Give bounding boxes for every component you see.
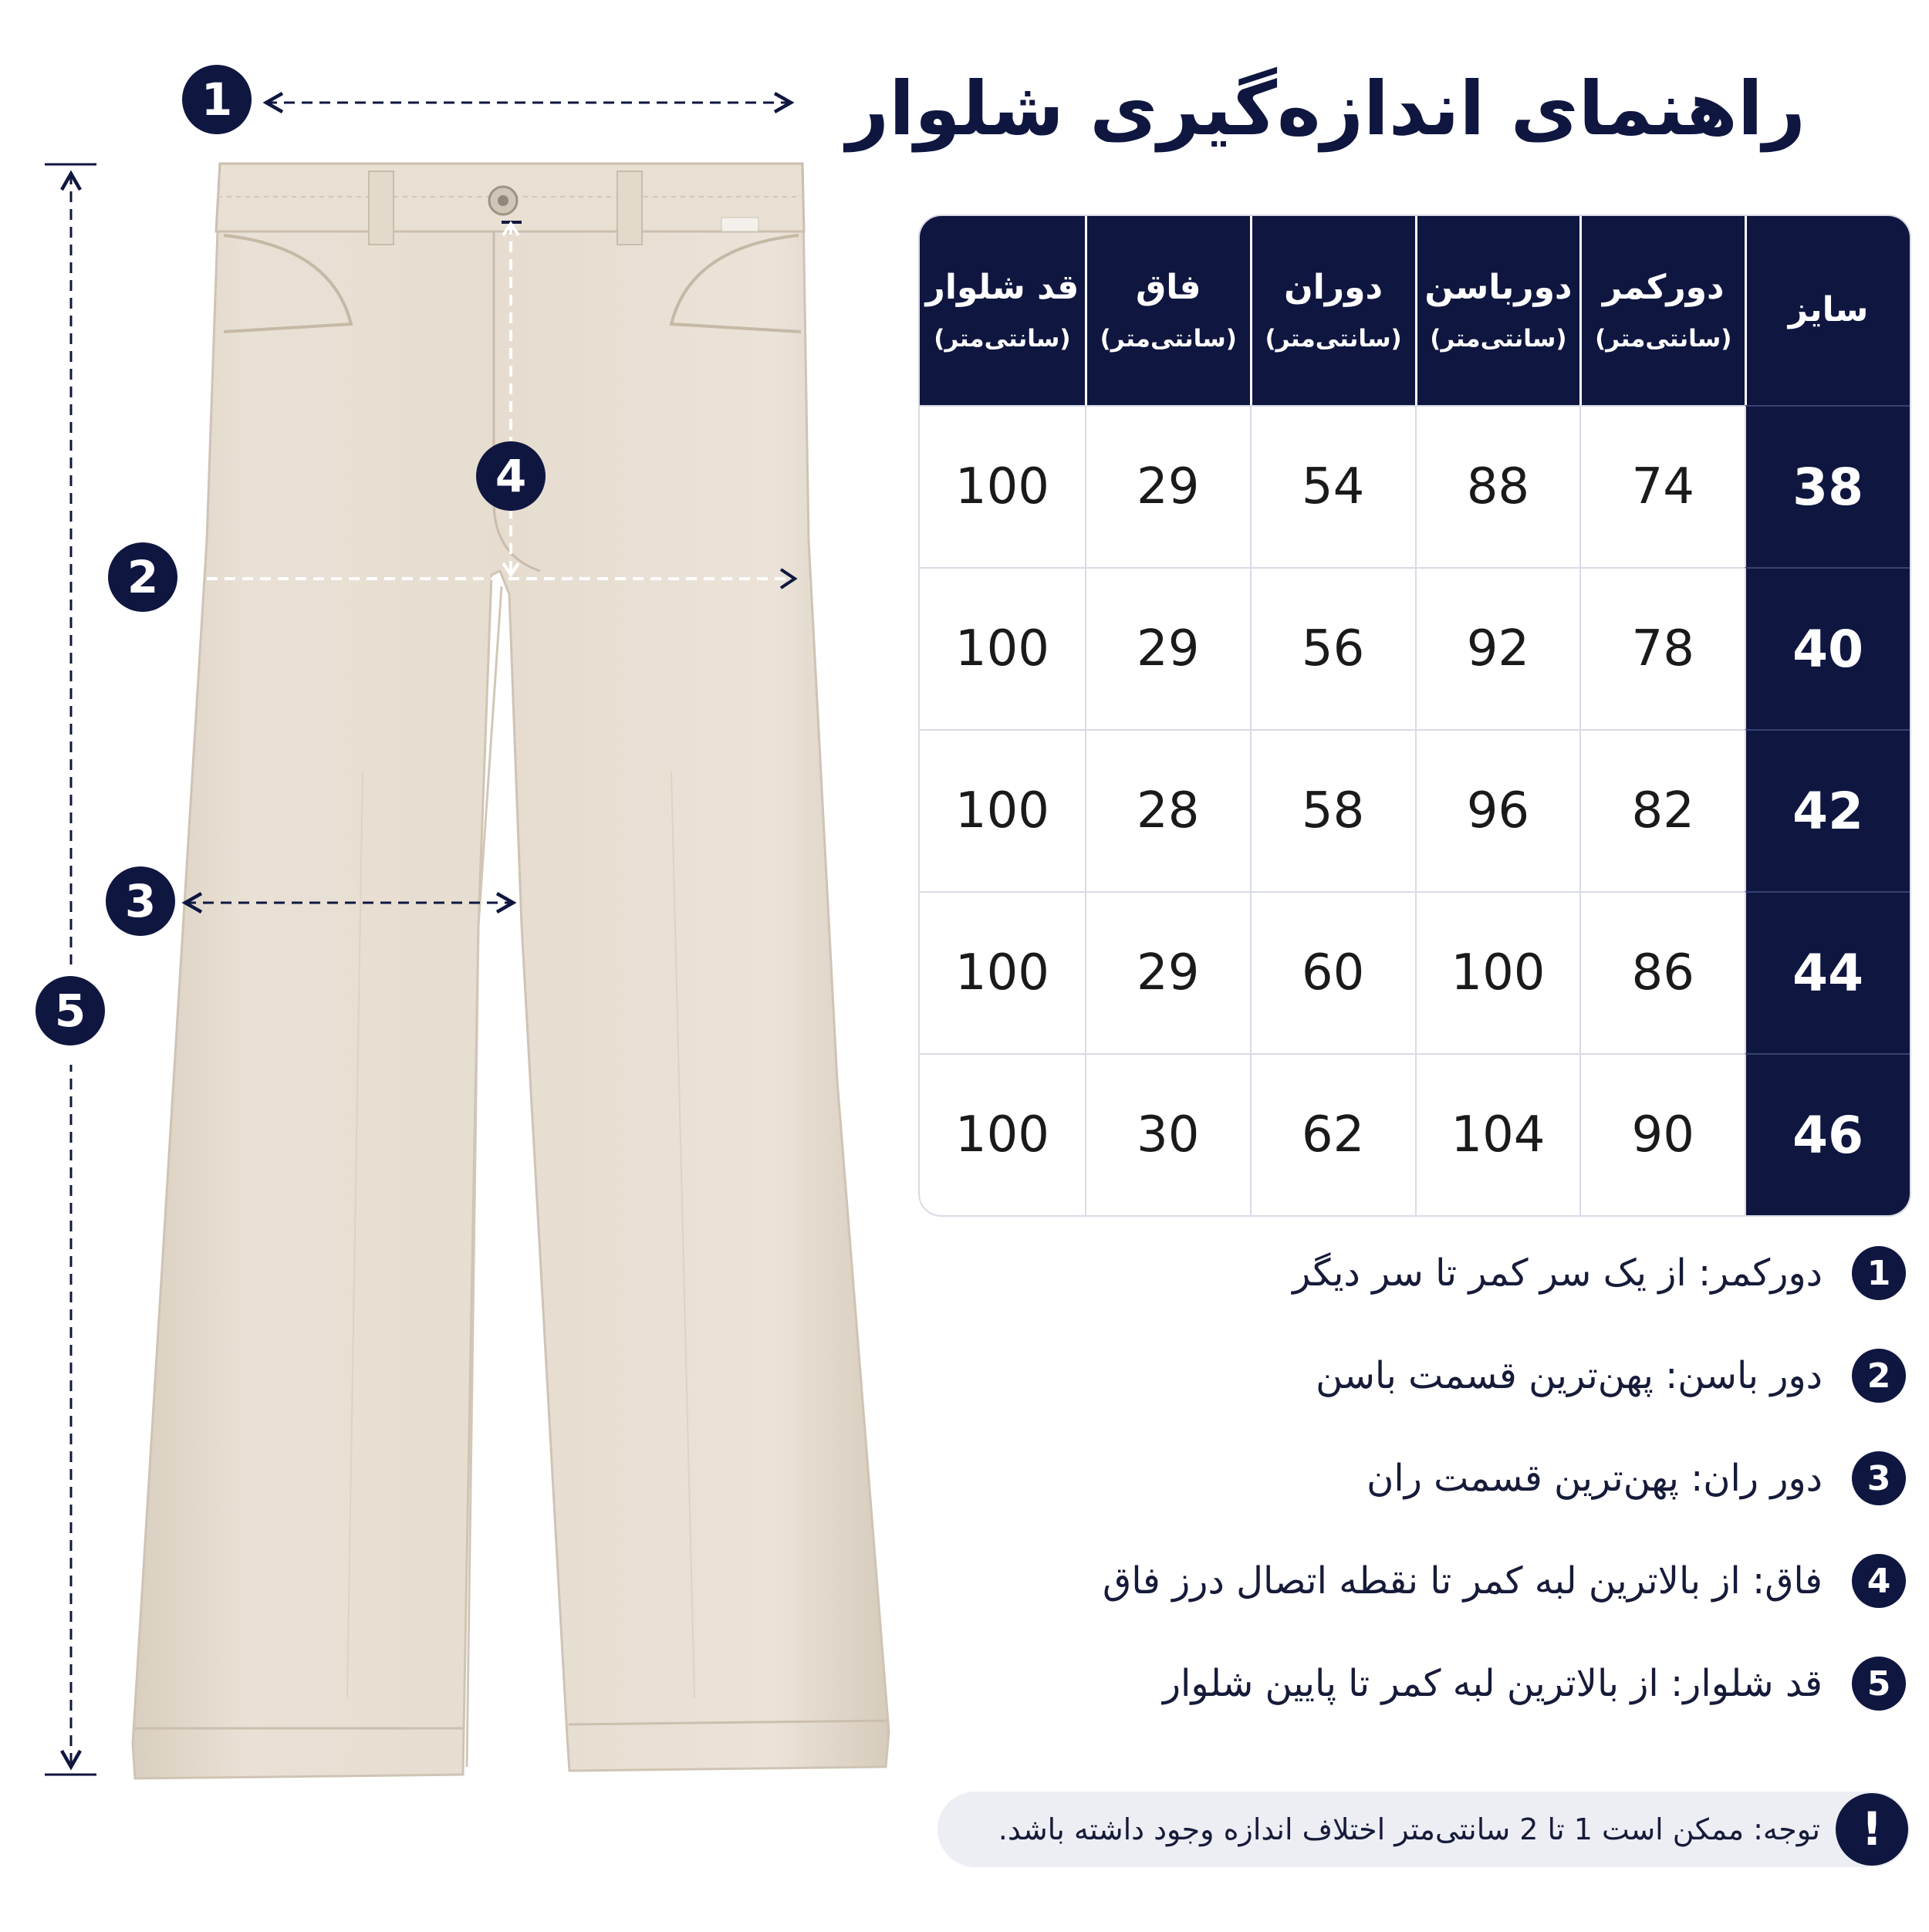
note-text: فاق: از بالاترین لبه کمر تا نقطه اتصال درز فاق (1103, 1559, 1823, 1603)
thigh-cell: 62 (1250, 1053, 1415, 1215)
length-cell: 100 (920, 729, 1085, 891)
header-unit: (سانتی‌متر) (934, 324, 1071, 353)
exclamation-icon: ! (1836, 1793, 1908, 1866)
size-cell: 46 (1745, 1053, 1910, 1215)
note-text: دورکمر: از یک سر کمر تا سر دیگر (1292, 1251, 1823, 1295)
table-row (920, 891, 1910, 1053)
note-number-badge: 1 (1852, 1246, 1906, 1300)
header-size (1745, 216, 1910, 405)
disclaimer-banner (937, 1792, 1910, 1867)
hip-cell: 100 (1415, 891, 1580, 1053)
header-label: دورباسن (1424, 268, 1573, 308)
size-chart-table (918, 214, 1911, 1217)
note-number-badge: 2 (1852, 1349, 1906, 1403)
waist-cell: 90 (1579, 1053, 1745, 1215)
hip-cell: 104 (1415, 1053, 1580, 1215)
thigh-cell: 54 (1250, 405, 1415, 567)
rise-cell: 29 (1085, 405, 1250, 567)
size-cell: 40 (1745, 567, 1910, 729)
header-rise (1085, 216, 1250, 405)
hip-cell: 88 (1415, 405, 1580, 567)
header-label: فاق (1135, 268, 1201, 308)
note-item (1103, 1550, 1906, 1612)
header-label: قد شلوار (925, 268, 1079, 308)
header-hip (1415, 216, 1580, 405)
note-item (1292, 1242, 1906, 1304)
table-row (920, 1053, 1910, 1215)
note-item (1316, 1345, 1906, 1407)
length-cell: 100 (920, 891, 1085, 1053)
marker-2: 2 (108, 542, 177, 612)
hip-cell: 96 (1415, 729, 1580, 891)
size-cell: 38 (1745, 405, 1910, 567)
pants-illustration (0, 0, 910, 1929)
size-cell: 42 (1745, 729, 1910, 891)
rise-cell: 30 (1085, 1053, 1250, 1215)
table-header-row (920, 216, 1910, 405)
hip-cell: 92 (1415, 567, 1580, 729)
header-label: دورکمر (1602, 268, 1725, 308)
thigh-cell: 56 (1250, 567, 1415, 729)
waist-cell: 86 (1579, 891, 1745, 1053)
header-label: دوران (1284, 268, 1383, 308)
note-number-badge: 4 (1852, 1554, 1906, 1608)
header-unit: (سانتی‌متر) (1265, 324, 1402, 353)
disclaimer-text: توجه: ممکن است 1 تا 2 سانتی‌متر اختلاف اندازه وجود داشته باشد. (998, 1812, 1820, 1846)
length-cell: 100 (920, 567, 1085, 729)
waist-cell: 82 (1579, 729, 1745, 891)
marker-5: 5 (35, 976, 105, 1045)
header-label: سایز (1788, 290, 1869, 330)
waist-cell: 78 (1579, 567, 1745, 729)
note-text: قد شلوار: از بالاترین لبه کمر تا پایین شلوار (1162, 1662, 1823, 1705)
marker-4: 4 (476, 441, 546, 511)
note-number-badge: 5 (1852, 1657, 1906, 1711)
pants-drawing (0, 0, 910, 1929)
note-number-badge: 3 (1852, 1451, 1906, 1505)
header-unit: (سانتی‌متر) (1595, 324, 1732, 353)
thigh-cell: 60 (1250, 891, 1415, 1053)
note-text: دور ران: پهن‌ترین قسمت ران (1367, 1457, 1823, 1500)
header-unit: (سانتی‌متر) (1430, 324, 1567, 353)
table-row (920, 729, 1910, 891)
rise-cell: 29 (1085, 891, 1250, 1053)
note-item (1367, 1447, 1906, 1509)
note-text: دور باسن: پهن‌ترین قسمت باسن (1316, 1354, 1823, 1397)
header-length (920, 216, 1085, 405)
header-unit: (سانتی‌متر) (1100, 324, 1237, 353)
rise-cell: 28 (1085, 729, 1250, 891)
length-cell: 100 (920, 1053, 1085, 1215)
note-item (1163, 1653, 1906, 1714)
thigh-cell: 58 (1250, 729, 1415, 891)
size-cell: 44 (1745, 891, 1910, 1053)
table-row (920, 405, 1910, 567)
header-waist (1579, 216, 1745, 405)
page-title: راهنمای اندازه‌گیری شلوار (846, 66, 1806, 152)
table-row (920, 567, 1910, 729)
header-thigh (1250, 216, 1415, 405)
length-cell: 100 (920, 405, 1085, 567)
rise-cell: 29 (1085, 567, 1250, 729)
marker-1: 1 (182, 65, 252, 134)
marker-3: 3 (106, 866, 175, 936)
waist-cell: 74 (1579, 405, 1745, 567)
